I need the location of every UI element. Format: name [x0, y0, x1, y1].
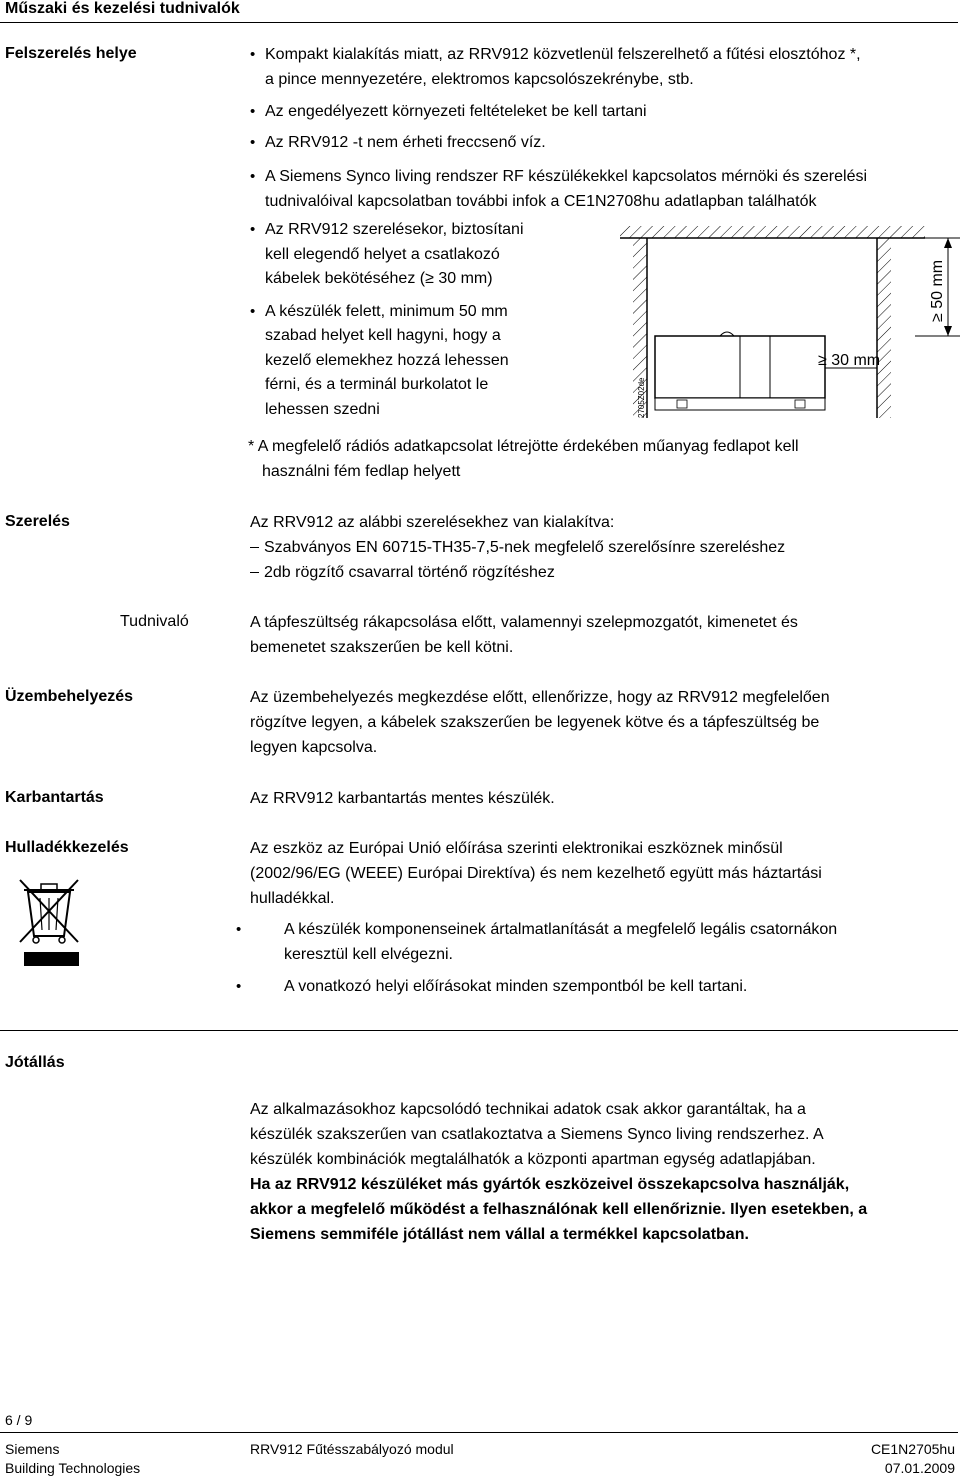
list-item: • Kompakt kialakítás miatt, az RRV912 közvetlenül felszerelhető a fűtési elosztóhoz *, a pince mennyezetére, elektromos kapcsolószekrénybe, stb.: [250, 43, 950, 92]
list-item: • A Siemens Synco living rendszer RF készülékekkel kapcsolatos mérnöki és szerelési tudnivalóival kapcsolatban további infok a CE1N2708hu adatlapban találhatók: [250, 165, 950, 214]
footer-rule: [0, 1432, 958, 1433]
list-item: • Az engedélyezett környezeti feltételeket be kell tartani: [250, 100, 950, 125]
list-item: • A készülék komponenseinek ártalmatlanítását a megfelelő legális csatornákon keresztül kell elvégezni.: [236, 918, 936, 967]
note-label: Tudnivaló: [120, 613, 189, 630]
header-rule: [0, 22, 958, 23]
top-clearance-dimension: [915, 238, 960, 336]
install-bullets: [250, 43, 950, 214]
ceiling-hatch: [620, 226, 925, 238]
top-clearance-label: ≥ 50 mm: [929, 259, 946, 322]
list-item: • Az RRV912 szerelésekor, biztosítani kell elegendő helyet a csatlakozó kábelek bekötéséhez (≥ 30 mm): [250, 218, 590, 292]
section-label-maintenance: Karbantartás: [5, 789, 104, 806]
maintenance-text: Az RRV912 karbantartás mentes készülék.: [250, 790, 555, 807]
mounting-clearance-diagram: [615, 218, 960, 422]
list-item: 2db rögzítő csavarral történő rögzítéshez: [250, 560, 950, 585]
page-number: 6 / 9: [5, 1412, 33, 1428]
note-text: A tápfeszültség rákapcsolása előtt, valamennyi szelepmozgatót, kimenetet és bemenetet szakszerűen be kell kötni.: [250, 614, 798, 656]
footer-product: RRV912 Fűtésszabályozó modul: [250, 1441, 454, 1457]
list-item: • A vonatkozó helyi előírásokat minden szempontból be kell tartani.: [236, 975, 936, 1000]
section-label-install-place: Felszerelés helye: [5, 45, 137, 62]
section-rule: [0, 1030, 958, 1031]
disposal-text: Az eszköz az Európai Unió előírása szerinti elektronikai eszköznek minősül (2002/96/EG (WEEE) Európai Direktíva) és nem kezelhető együtt más háztartási hulladékkal.: [250, 840, 822, 907]
warranty-text: Az alkalmazásokhoz kapcsolódó technikai adatok csak akkor garantáltak, ha a készülék szakszerűen van csatlakoztatva a Siemens Synco living rendszerhez. A készülék kombinációk megtalálhatók a központi apartman egység adatlapjában. Ha az RRV912 készüléket más gyártók eszközeivel összekapcsolva használják, akkor a megfelelő működést a felhasználónak kell ellenőriznie. Ilyen esetekben, a Siemens semmiféle jótállást nem vállal a termékkel kapcsolatban.: [250, 1101, 868, 1243]
commissioning-text: Az üzembehelyezés megkezdése előtt, ellenőrizze, hogy az RRV912 megfelelően rögzítve legyen, a kábelek szakszerűen be legyenek kötve és a tápfeszültség be legyen kapcsolva.: [250, 689, 830, 756]
install-narrow-bullets: [250, 218, 590, 422]
section-label-warranty: Jótállás: [5, 1054, 65, 1071]
list-item: • Az RRV912 -t nem érheti freccsenő víz.: [250, 131, 950, 156]
side-clearance-dimension: [818, 352, 880, 369]
footer-doc: CE1N2705hu 07.01.2009: [870, 1441, 955, 1476]
mounting-text: Az RRV912 az alábbi szerelésekhez van kialakítva: Szabványos EN 60715-TH35-7,5-nek megfelelő szerelősínre szereléshez 2db rögzítő csavarral történő rögzítéshez: [250, 510, 950, 585]
right-wall-hatch: [877, 238, 891, 418]
device-outline: [655, 332, 825, 410]
section-label-mounting: Szerelés: [5, 513, 70, 530]
footer-company: Siemens Building Technologies: [5, 1441, 141, 1476]
list-item: Szabványos EN 60715-TH35-7,5-nek megfelelő szerelősínre szereléshez: [250, 535, 950, 560]
page-title: Műszaki és kezelési tudnivalók: [5, 0, 240, 17]
weee-bin-icon: [14, 876, 84, 968]
section-label-commissioning: Üzembehelyezés: [5, 688, 134, 705]
install-footnote: * A megfelelő rádiós adatkapcsolat létrejötte érdekében műanyag fedlapot kell használni fém fedlap helyett: [248, 438, 799, 480]
diagram-code: 2705Z02de: [637, 377, 646, 418]
section-label-disposal: Hulladékkezelés: [5, 839, 129, 856]
list-item: • A készülék felett, minimum 50 mm szabad helyet kell hagyni, hogy a kezelő elemekhez hozzá lehessen férni, és a terminál burkolatot le lehessen szedni: [250, 300, 590, 423]
disposal-bullets: [236, 918, 936, 1000]
side-clearance-label: ≥ 30 mm: [818, 352, 881, 369]
